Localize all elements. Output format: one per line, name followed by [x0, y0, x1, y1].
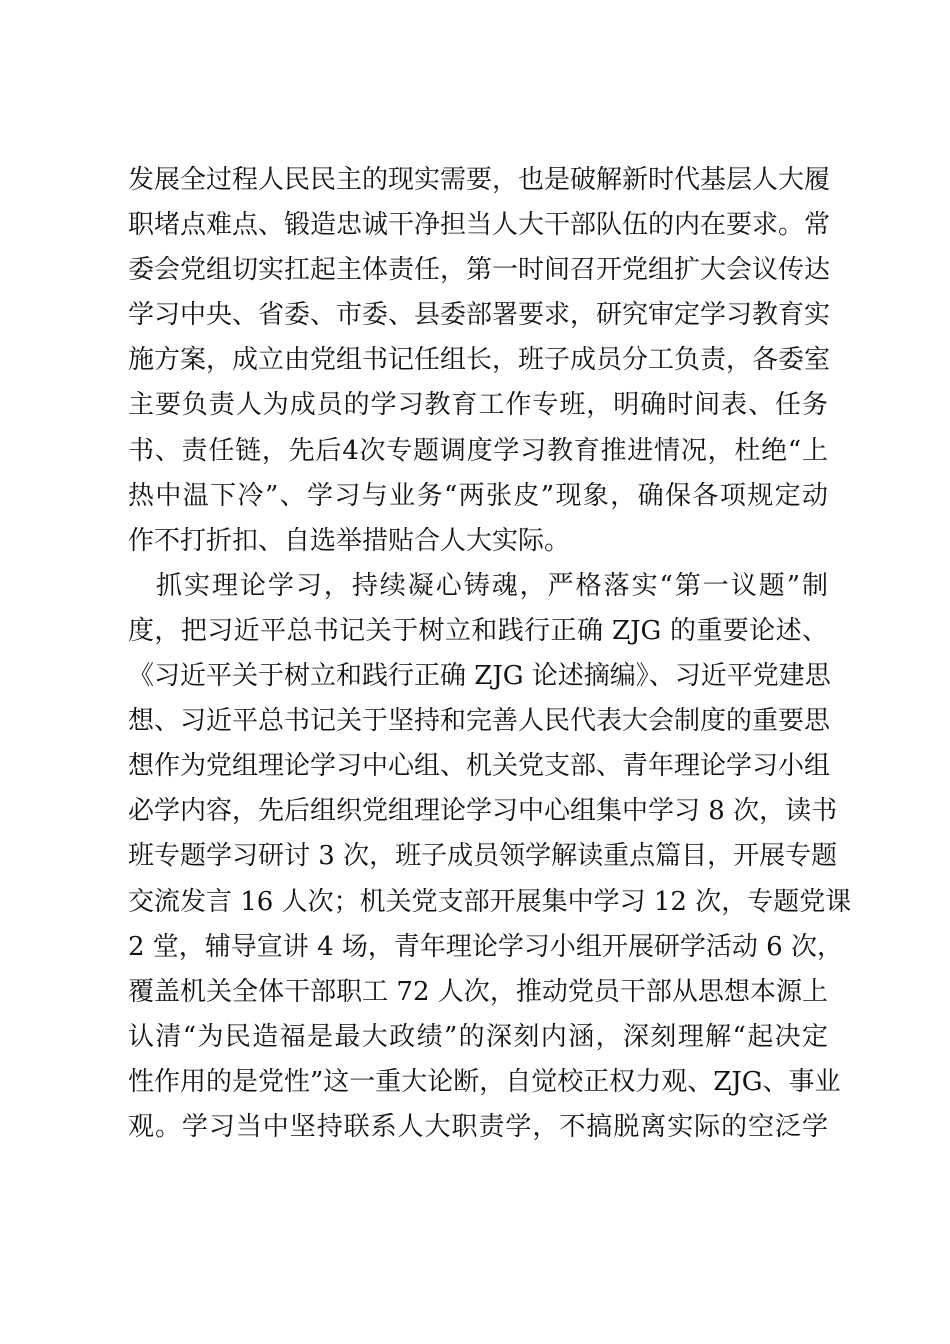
- text-line: 认清“为民造福是最大政绩”的深刻内涵，深刻理解“起决定: [128, 1021, 828, 1052]
- text-line: 发展全过程人民民主的现实需要，也是破解新时代基层人大履: [128, 165, 831, 195]
- text-line: 学习中央、省委、市委、县委部署要求，研究审定学习教育实: [128, 300, 831, 331]
- text-line: 书、责任链，先后4次专题调度学习教育推进情况，杜绝“上: [128, 435, 828, 466]
- text-line: 施方案，成立由党组书记任组长，班子成员分工负责，各委室: [128, 345, 831, 376]
- text-line: 委会党组切实扛起主体责任，第一时间召开党组扩大会议传达: [128, 255, 831, 286]
- text-line: 交流发言 16 人次；机关党支部开展集中学习 12 次，专题党课: [128, 886, 852, 917]
- text-line: 必学内容，先后组织党组理论学习中心组集中学习 8 次，读书: [128, 796, 838, 827]
- text-line: 观。学习当中坚持联系人大职责学，不搞脱离实际的空泛学: [128, 1111, 828, 1142]
- document-body: [128, 158, 852, 1150]
- text-line: 想作为党组理论学习中心组、机关党支部、青年理论学习小组: [128, 751, 831, 782]
- text-line: 2 堂，辅导宣讲 4 场，青年理论学习小组开展研学活动 6 次，: [128, 931, 843, 962]
- text-line: 《习近平关于树立和践行正确 ZJG 论述摘编》、习近平党建思: [128, 661, 831, 692]
- paragraph-2: [128, 564, 852, 1150]
- text-line: 想、习近平总书记关于坚持和完善人民代表大会制度的重要思: [128, 706, 831, 737]
- text-line: 度，把习近平总书记关于树立和践行正确 ZJG 的重要论述、: [128, 615, 828, 646]
- paragraph-1: [128, 158, 831, 564]
- text-line: 职堵点难点、锻造忠诚干净担当人大干部队伍的内在要求。常: [128, 210, 831, 241]
- text-line: 班专题学习研讨 3 次，班子成员领学解读重点篇目，开展专题: [128, 841, 838, 872]
- text-line-first: 抓实理论学习，持续凝心铸魂，严格落实“第一议题”制: [156, 570, 828, 601]
- text-line: 覆盖机关全体干部职工 72 人次，推动党员干部从思想本源上: [128, 976, 828, 1007]
- text-line-last: 作不打折扣、自选举措贴合人大实际。: [128, 525, 571, 556]
- text-line: 性作用的是党性”这一重大论断，自觉校正权力观、ZJG、事业: [128, 1066, 841, 1097]
- text-line: 热中温下冷”、学习与业务“两张皮”现象，确保各项规定动: [128, 480, 828, 511]
- text-line: 主要负责人为成员的学习教育工作专班，明确时间表、任务: [128, 390, 828, 421]
